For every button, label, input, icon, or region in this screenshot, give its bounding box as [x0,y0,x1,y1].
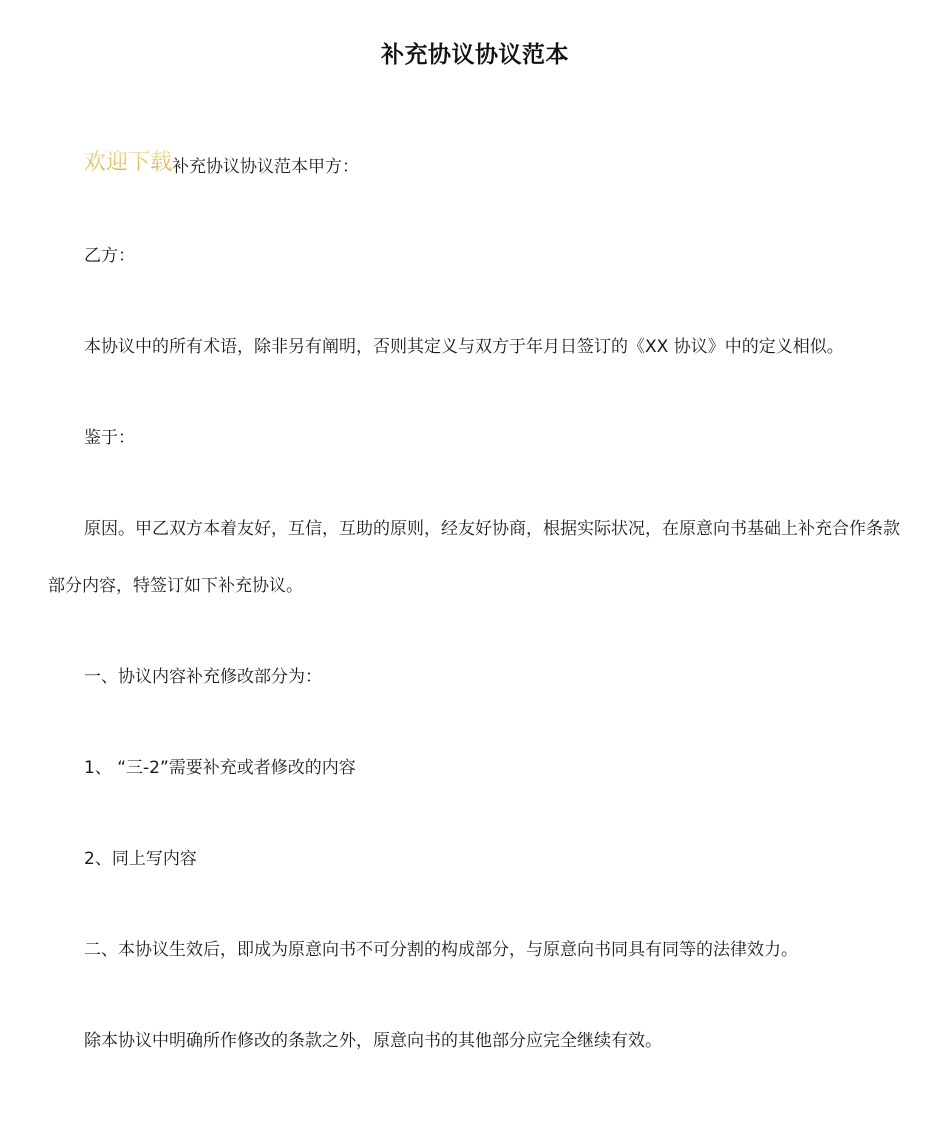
paragraph-item-1: 1、 “三-2”需要补充或者修改的内容 [84,758,356,778]
paragraph-section-one-heading: 一、协议内容补充修改部分为： [84,667,322,687]
paragraph-party-a-text: 补充协议协议范本甲方： [172,157,360,177]
paragraph-section-two: 二、本协议生效后，即成为原意向书不可分割的构成部分，与原意向书同具有同等的法律效力。 [84,940,798,960]
paragraph-item-2: 2、同上写内容 [84,849,197,869]
paragraph-party-a [48,137,910,196]
paragraph-terms-definition: 本协议中的所有术语，除非另有阐明，否则其定义与双方于年月日签订的《XX 协议》中的定义相似。 [84,337,844,357]
watermark-logo: 欢迎下载 [84,150,173,175]
paragraph-party-b: 乙方： [84,246,135,266]
document-title: 补充协议协议范本 [381,42,569,68]
paragraph-whereas: 鉴于： [84,428,135,448]
paragraph-reason: 原因。甲乙双方本着友好，互信，互助的原则，经友好协商，根据实际状况，在原意向书基础上补充合作条款部分内容，特签订如下补充协议。 [48,519,900,596]
paragraph-remaining-validity: 除本协议中明确所作修改的条款之外，原意向书的其他部分应完全继续有效。 [84,1031,662,1051]
